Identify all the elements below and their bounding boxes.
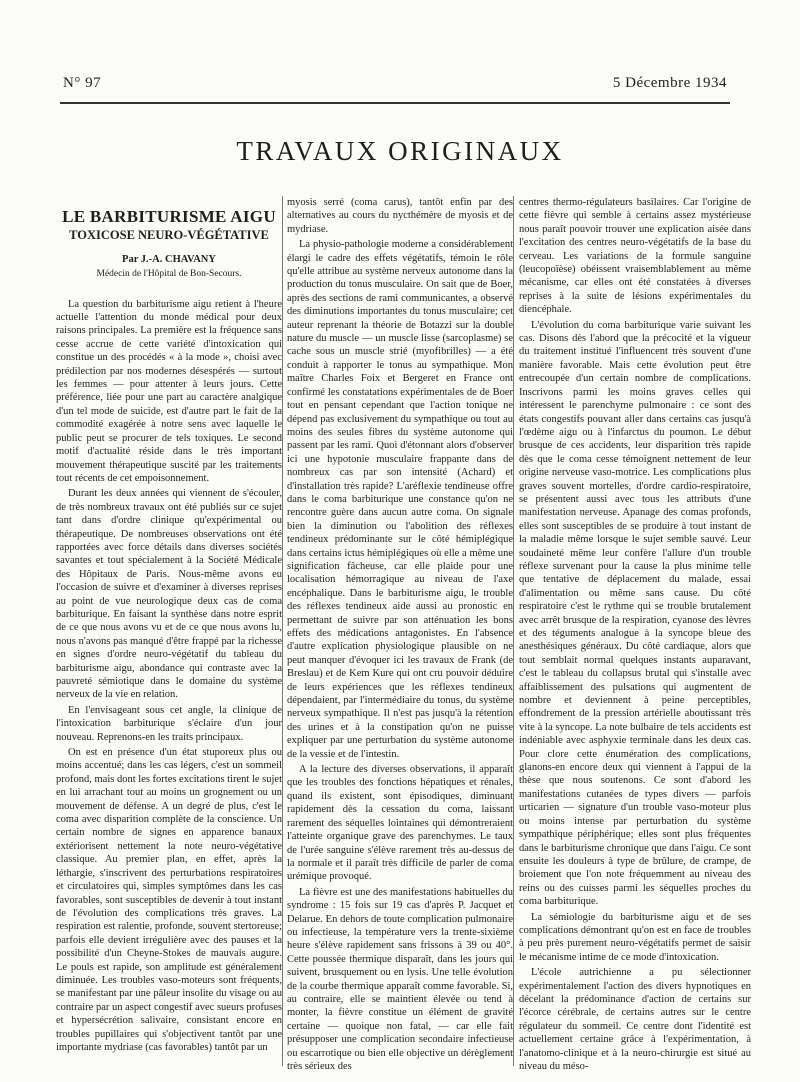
paragraph: Durant les deux années qui viennent de s'écouler, de très nombreux travaux ont été publiés sur ce sujet tant dans d'ordre clinique qu'expérimental ou thérapeutique. De nombreuses observations ont été rapportées avec force détails dans diverses sociétés savantes et tout spécialement à la Société Médicale des Hôpitaux de Paris. Nous-même avons eu l'occasion de suivre et d'examiner à diverses reprises au point de vue neurologique deux cas de coma barbiturique. En faisant la synthèse dans notre esprit de ce que nous avons vu et de ce que nous avons lu, nous n'avons pas manqué d'être frappé par la richesse en signes d'ordre neuro-végétatif du tableau du barbiturisme aigu, abondance qui contraste avec la pauvreté sémiotique dans le domaine du système nerveux de la vie en relation.	[56, 488, 282, 701]
paragraph: On est en présence d'un état stuporeux plus ou moins accentué; dans les cas légers, c'est un sommeil profond, mais dont les fortes excitations tirent le sujet en lui arrachant tout au moins un grognement ou un mouvement de défense. A un degré de plus, c'est le coma avec disparition complète de la conscience. Un certain nombre de signes en apparence banaux extériorisent nettement la note neuro-végétative classique. Au premier plan, en effet, après la léthargie, s'inscrivent des perturbations respiratoires et circulatoires qui, simples symptômes dans les cas favorables, sont susceptibles de devenir à tout instant de l'évolution des complications très graves. La respiration est ralentie, profonde, souvent stertoreuse; parfois elle devient irrégulière avec des pauses et la possibilité d'un Cheyne-Stokes de mauvais augure. Le pouls est rapide, son amplitude est généralement diminuée. Les troubles vaso-moteurs sont fréquents, se manifestant par une pâleur insolite du visage ou au contraire par un aspect congestif avec sueurs profuses et hypersécrétion salivaire, consistant encore en troubles pupillaires qui s'objectivent tantôt par une importante mydriase (cas favorables) tantôt par un	[56, 747, 282, 1053]
article-subtitle: TOXICOSE NEURO-VÉGÉTATIVE	[69, 228, 269, 243]
column-divider	[513, 196, 514, 1066]
section-title: TRAVAUX ORIGINAUX	[236, 136, 564, 166]
column-divider	[282, 196, 283, 1066]
header-rule	[60, 102, 730, 104]
paragraph: La sémiologie du barbiturisme aigu et de ses complications démontrant qu'on est en face de troubles à peu près purement neuro-végétatifs permet de saisir le mécanisme intime de ce mode d'intoxication.	[519, 911, 751, 963]
article-author: Par J.-A. CHAVANY	[122, 253, 216, 265]
paragraph: La fièvre est une des manifestations habituelles du syndrome : 15 fois sur 19 cas d'après P. Jacquet et Delarue. En dehors de toute complication pulmonaire ou infectieuse, la température vers la trente-sixième heure s'élève rapidement sans frissons à 39 ou 40°. Cette poussée thermique disparaît, dans les jours qui suivent, brusquement ou en lysis. Une telle évolution de la courbe thermique apparaît comme favorable. Si, au contraire, elle se maintient élevée ou tend à monter, la fièvre constitue un élément de gravité certaine — quoique non fatal, — car elle fait présupposer une complication secondaire infectieuse ou escarrotique ou bien elle objective un dérèglement très sérieux des	[287, 886, 513, 1072]
column-1	[56, 207, 282, 1056]
column-3	[519, 196, 751, 1075]
paragraph: L'évolution du coma barbiturique varie suivant les cas. Disons dès l'abord que la précocité et la vigueur du traitement institué l'influencent très souvent d'une manière favorable. Mais cette évolution peut être entrecoupée d'un certain nombre de complications. Inscrivons parmi les moins graves celles qui intéressent le parenchyme pulmonaire : ce sont des états congestifs pouvant aller dans certains cas jusqu'à l'œdème aigu ou à l'infarctus du poumon. Le début brusque de ces accidents, leur disparition très rapide dès que le coma cesse témoignent nettement de leur origine nerveuse vaso-motrice. Les complications plus graves souvent mortelles, d'ordre cardio-respiratoire, se présentent aussi avec tous les attributs d'une manifestation nerveuse. Apanage des comas profonds, elles sont susceptibles de se produire à tout instant de la maladie même lorsque le sujet semble sauvé. Leur soudaineté même leur confère l'allure d'un trouble réflexe survenant pour la cause la plus minime telle que tentative de déplacement du malade, essai d'alimentation ou même sans cause. Du côté respiratoire c'est le rythme qui se trouble brutalement avec arrêt brusque de la respiration, cyanose des lèvres et des téguments analogue à la syncope bleue des anesthésiques généraux. Du côté cardiaque, alors que tout semblait normal quelques instants auparavant, c'est le tableau du collapsus brutal qui s'installe avec affaiblissement des pulsations qui augmentent de nombre et deviennent à peine perceptibles, effondrement de la pression artérielle aboutissant très vite à la syncope. La note bulbaire de tels accidents est indéniable avec asphyxie terminale dans les deux cas. Pour clore cette énumération des complications, glanons-en encore deux qui viennent à l'appui de la thèse que nous soutenons. Ce sont d'abord les manifestations cutanées de types divers — parfois urticarien — signature d'un trouble vaso-moteur plus ou moins intense par perturbation du système sympathique périphérique; elles sont plus fréquentes dans le barbiturisme chronique que dans l'aigu. Ce sont ensuite les douleurs à type de brûlure, de crampe, de broiement que l'on note fréquemment au niveau des reins ou des cuisses parmi les séquelles proches du coma barbiturique.	[519, 319, 751, 908]
author-affiliation: Médecin de l'Hôpital de Bon-Secours.	[96, 269, 242, 280]
column-2	[287, 196, 513, 1075]
paragraph: myosis serré (coma carus), tantôt enfin par des alternatives au cours du nycthémère de myosis et de mydriase.	[287, 197, 513, 235]
paragraph: La physio-pathologie moderne a considérablement élargi le cadre des effets végétatifs, témoin le rôle qu'elle attribue au système nerveux autonome dans la production du tonus musculaire. On sait que de Boer, après des sections de rami communicantes, a observé des diminutions importantes du tonus musculaire; cet auteur reprenant la théorie de Botazzi sur la double nature du muscle — un muscle lisse (sarcoplasme) se cache sous un muscle strié (myofibrilles) — a été conduit à rapporter le tonus au sympathique. Mon maître Charles Foix et Bergeret en France ont confirmé les constatations expérimentales de de Boer tout en pensant cependant que l'action tonique ne dépend pas exclusivement du sympathique ou tout au moins des seules fibres du système autonome qui passent par les rami. Quoi d'étonnant alors d'observer ici une hypotonie musculaire frappante dans de nombreux cas par son intensité (Achard) et d'installation très rapide? L'aréflexie tendineuse offre dans le coma barbiturique une constance qu'on ne rencontre guère dans aucun autre coma. On signale bien la diminution ou l'abolition des réflexes tendineux prédominante sur le côté hémiplégique dans certains ictus hémiplégiques où elle a même une signification fâcheuse, car elle plaide pour une localisation hémorragique au niveau de l'axe encéphalique. Dans le barbiturisme aigu, le trouble des réflexes tendineux aide aussi au pronostic en permettant de suivre par son atténuation les bons effets des médications antagonistes. En l'absence d'autre explication physiologique plausible on ne peut manquer d'évoquer ici les travaux de Frank (de Breslau) et de Kem Kure qui ont cru pouvoir déduire de leurs expériences que les réflexes tendineux dépendaient, par l'intermédiaire du tonus, du système nerveux sympathique. Il n'est pas jusqu'à la rétention des urines et à la constipation qu'on ne puisse expliquer par une perturbation du système autonome de la vessie et de l'intestin.	[287, 239, 513, 760]
issue-date: 5 Décembre 1934	[612, 75, 727, 91]
paragraph: En l'envisageant sous cet angle, la clinique de l'intoxication barbiturique s'éclaire d'un jour nouveau. Reprenons-en les traits principaux.	[56, 704, 282, 743]
issue-number: N° 97	[63, 75, 102, 91]
paragraph: A la lecture des diverses observations, il apparaît que les troubles des fonctions hépatiques et rénales, quand ils existent, sont épisodiques, diminuant rapidement dès la cessation du coma, laissant rarement des séquelles lointaines qui démontreraient l'atteinte organique grave des parenchymes. Le taux de l'urée sanguine s'élève rarement très au-dessus de la normale et il paraît très difficile de parler de coma urémique provoqué.	[287, 764, 513, 883]
paragraph: La question du barbiturisme aigu retient à l'heure actuelle l'attention du monde médical pour deux raisons principales. La première est la fréquence sans cesse accrue de cette variété d'intoxication qui constitue un des procédés « à la mode », choisi avec prédilection par nos modernes désespérés — surtout les femmes — pour attenter à leurs jours. Cette préférence, liée pour une part au caractère analgique d'un tel mode de suicide, est d'autre part le fait de la commodité exagérée à notre sens avec laquelle le public peut se procurer de tels toxiques. Le second motif d'actualité réside dans le très important mouvement thérapeutique suscité par les traitements tout récents de cet empoisonnement.	[56, 298, 282, 484]
paragraph: L'école autrichienne a pu sélectionner expérimentalement l'action des divers hypnotiques en décelant la prédominance d'action de certains sur l'écorce cérébrale, de certains autres sur le centre régulateur du sommeil. Ce centre dont l'identité est actuellement certaine grâce à l'expérimentation, à l'anatomo-clinique et à la neuro-chirurgie est situé au niveau du méso-	[519, 967, 751, 1072]
article-title: LE BARBITURISME AIGU	[62, 207, 276, 226]
paragraph: centres thermo-régulateurs basilaires. Car l'origine de cette fièvre qui semble à certains assez mystérieuse nous paraît pouvoir trouver une explication aisée dans l'excitation des centres neuro-végétatifs de la base du cerveau. Les variations de la formule sanguine (leucopoïèse) obéissent vraisemblablement au même mécanisme, car elles ont été constatées à diverses reprises à la suite de lésions expérimentales du diencéphale.	[519, 197, 751, 316]
